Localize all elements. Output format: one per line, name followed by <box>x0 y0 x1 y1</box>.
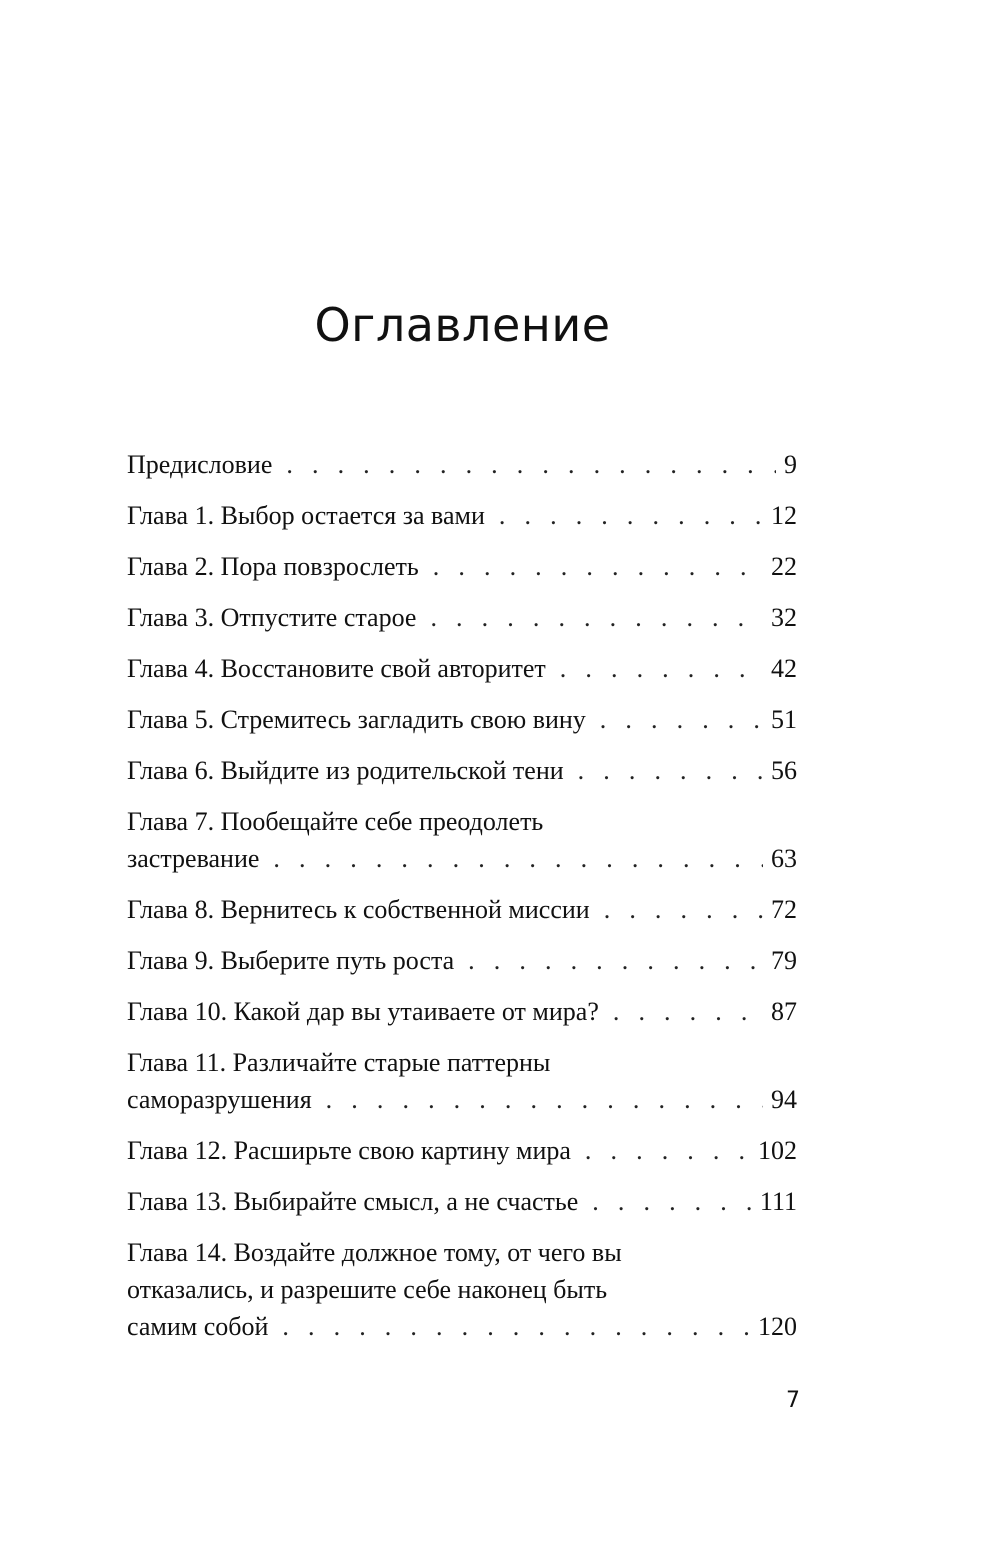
toc-entry <box>127 650 797 687</box>
toc-entry-page: 9 <box>784 450 797 479</box>
toc-entry-title: саморазрушения <box>127 1085 312 1114</box>
toc-entry-page: 56 <box>771 756 797 785</box>
toc-entry-title: Глава 8. Вернитесь к собственной миссии <box>127 895 590 924</box>
toc-entry-line <box>127 1308 797 1345</box>
toc-entry-line <box>127 650 797 687</box>
dot-leader <box>499 497 763 534</box>
toc-entry-line <box>127 1183 797 1220</box>
toc-entry <box>127 548 797 585</box>
toc-entry-line <box>127 497 797 534</box>
toc-entry <box>127 752 797 789</box>
page-number: 7 <box>786 1388 800 1413</box>
toc-entry <box>127 803 797 877</box>
toc-entry <box>127 599 797 636</box>
toc-entry-page: 32 <box>771 603 797 632</box>
toc-entry-page: 120 <box>758 1312 797 1341</box>
dot-leader <box>585 1132 750 1169</box>
toc-entry-line <box>127 891 797 928</box>
toc-entry-line <box>127 701 797 738</box>
toc-entry-line <box>127 599 797 636</box>
toc-entry-page: 79 <box>771 946 797 975</box>
toc-entry-title-line: Глава 11. Различайте старые паттерны <box>127 1048 551 1077</box>
dot-leader <box>604 891 763 928</box>
toc-entry <box>127 1044 797 1118</box>
dot-leader <box>433 548 763 585</box>
table-of-contents <box>127 446 797 1359</box>
toc-entry-page: 102 <box>758 1136 797 1165</box>
toc-entry-page: 94 <box>771 1085 797 1114</box>
toc-entry-title: самим собой <box>127 1312 269 1341</box>
toc-entry-page: 22 <box>771 552 797 581</box>
toc-entry-title: Глава 2. Пора повзрослеть <box>127 552 419 581</box>
dot-leader <box>286 446 776 483</box>
toc-entry-page: 42 <box>771 654 797 683</box>
toc-entry-line <box>127 993 797 1030</box>
toc-entry-page: 51 <box>771 705 797 734</box>
dot-leader <box>613 993 763 1030</box>
dot-leader <box>282 1308 750 1345</box>
toc-entry <box>127 701 797 738</box>
dot-leader <box>468 942 763 979</box>
toc-entry-title: Глава 12. Расширьте свою картину мира <box>127 1136 571 1165</box>
toc-entry <box>127 1183 797 1220</box>
dot-leader <box>326 1081 763 1118</box>
toc-entry-line <box>127 1081 797 1118</box>
toc-entry-title: Глава 3. Отпустите старое <box>127 603 417 632</box>
toc-entry <box>127 993 797 1030</box>
toc-entry-title: Глава 10. Какой дар вы утаиваете от мира? <box>127 997 599 1026</box>
toc-entry-page: 12 <box>771 501 797 530</box>
toc-entry-page: 87 <box>771 997 797 1026</box>
toc-entry-page: 111 <box>759 1187 797 1216</box>
toc-entry-line <box>127 840 797 877</box>
dot-leader <box>273 840 763 877</box>
page-title: Оглавление <box>314 298 611 352</box>
toc-entry-page: 72 <box>771 895 797 924</box>
toc-entry <box>127 497 797 534</box>
toc-entry-title: Глава 9. Выберите путь роста <box>127 946 455 975</box>
toc-entry-title: застревание <box>127 844 260 873</box>
toc-entry-title: Глава 6. Выйдите из родительской тени <box>127 756 564 785</box>
toc-entry-title: Предисловие <box>127 450 273 479</box>
toc-entry <box>127 891 797 928</box>
toc-entry <box>127 446 797 483</box>
toc-entry-line <box>127 752 797 789</box>
toc-entry <box>127 1132 797 1169</box>
toc-entry-title: Глава 13. Выбирайте смысл, а не счастье <box>127 1187 579 1216</box>
toc-entry <box>127 1234 797 1345</box>
toc-entry-title: Глава 4. Восстановите свой авторитет <box>127 654 546 683</box>
dot-leader <box>560 650 763 687</box>
dot-leader <box>592 1183 752 1220</box>
toc-entry-line <box>127 942 797 979</box>
toc-entry-line <box>127 446 797 483</box>
toc-entry-title: Глава 1. Выбор остается за вами <box>127 501 485 530</box>
toc-entry-page: 63 <box>771 844 797 873</box>
toc-entry-title-line: Глава 14. Воздайте должное тому, от чего вы <box>127 1238 622 1267</box>
dot-leader <box>578 752 763 789</box>
dot-leader <box>600 701 763 738</box>
dot-leader <box>430 599 763 636</box>
toc-entry-title: Глава 5. Стремитесь загладить свою вину <box>127 705 586 734</box>
toc-entry-title-line: отказались, и разрешите себе наконец быть <box>127 1275 608 1304</box>
toc-entry-title-line: Глава 7. Пообещайте себе преодолеть <box>127 807 544 836</box>
toc-entry <box>127 942 797 979</box>
toc-entry-line <box>127 548 797 585</box>
toc-entry-line <box>127 1132 797 1169</box>
